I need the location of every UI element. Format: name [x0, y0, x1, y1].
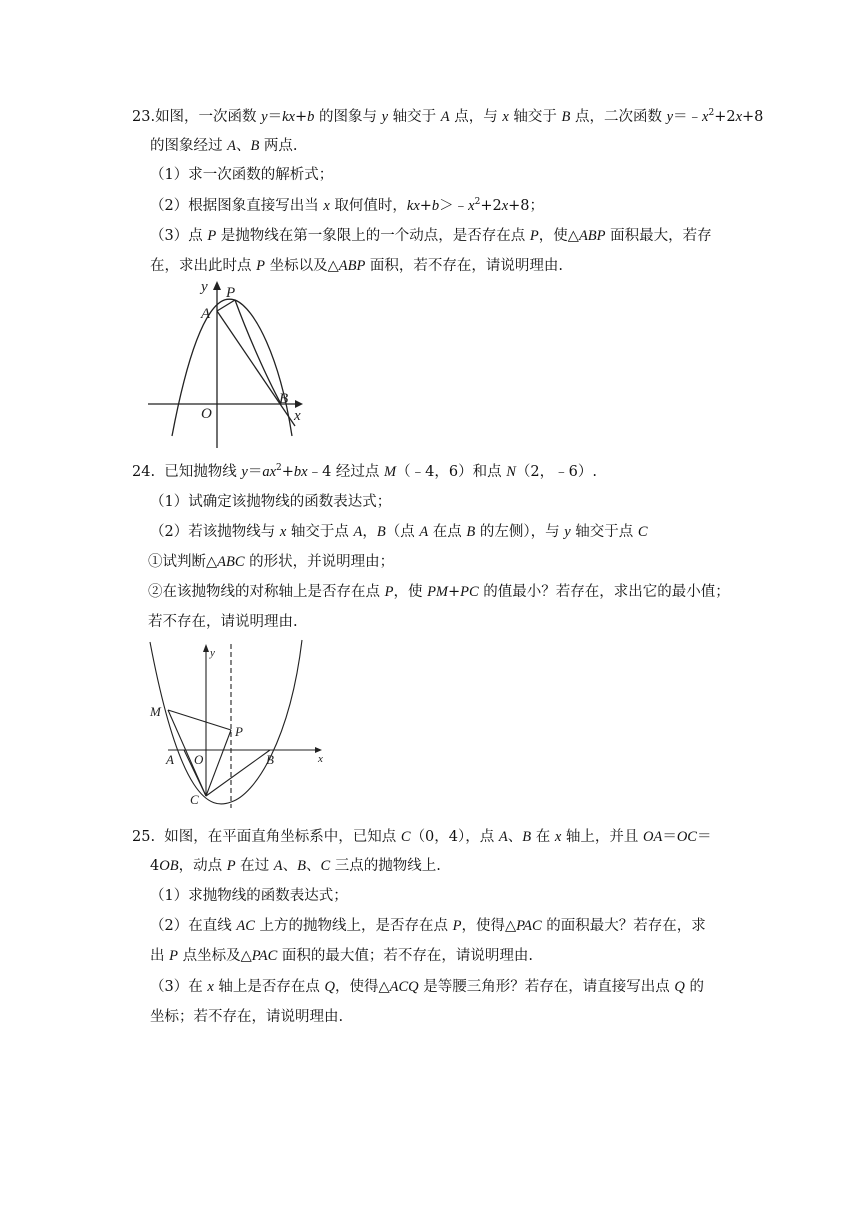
q25-line2: 4OB，动点 P 在过 A、B、C 三点的抛物线上.	[150, 858, 441, 874]
segment-MP	[168, 710, 231, 730]
label-M: M	[150, 704, 161, 719]
label-y: y	[210, 647, 215, 659]
q23-part1: （1）求一次函数的解析式；	[150, 167, 334, 183]
y-axis-arrow	[203, 644, 209, 652]
label-P: P	[235, 724, 243, 739]
q24-line1: 24. 已知抛物线 $y=ax^2+bx﹣4$ 经过点 M（﹣4，6）和点 N（2，﹣6）.	[132, 463, 597, 480]
q23-part2: （2）根据图象直接写出当 x 取何值时，$kx+b>﹣x^2+2x+8$；	[150, 197, 545, 214]
inner-curve	[235, 300, 281, 404]
q23-line2: 的图象经过 A、B 两点.	[150, 138, 298, 154]
label-B: B	[266, 752, 274, 767]
q23-line1: 23.如图，一次函数 y＝kx+b 的图象与 y 轴交于 A 点，与 x 轴交于 B 点，二次函数 $y=﹣x^2+2x+8$	[132, 108, 764, 125]
label-O: O	[201, 406, 212, 422]
segment-PC	[206, 730, 231, 796]
segment-AP	[217, 300, 235, 311]
line-AB	[217, 311, 295, 426]
q24-sub2: ②在该抛物线的对称轴上是否存在点 P，使 PM+PC 的值最小？若存在，求出它的最小值；	[148, 584, 730, 600]
label-P: P	[226, 285, 236, 301]
label-A: A	[201, 306, 211, 322]
q23-part3: （3）点 P 是抛物线在第一象限上的一个动点，是否存在点 P，使△ABP 面积最大，若存	[150, 228, 712, 244]
label-C: C	[190, 792, 199, 807]
q25-part2-cont: 出 P 点坐标及△PAC 面积的最大值；若不存在，请说明理由.	[150, 948, 533, 964]
q24-sub1: ①试判断△ABC 的形状，并说明理由；	[148, 554, 395, 570]
q23-figure	[145, 278, 315, 450]
q24-part2: （2）若该抛物线与 x 轴交于点 A，B（点 A 在点 B 的左侧），与 y 轴交于点 C	[150, 524, 648, 540]
q24-part1: （1）试确定该抛物线的函数表达式；	[150, 494, 392, 510]
q25-part2: （2）在直线 AC 上方的抛物线上，是否存在点 P，使得△PAC 的面积最大？若存在，求	[150, 918, 706, 934]
q23-part3-cont: 在，求出此时点 P 坐标以及△ABP 面积，若不存在，请说明理由.	[150, 258, 564, 274]
y-axis-arrow	[213, 281, 221, 290]
label-x: x	[318, 753, 323, 765]
label-A: A	[166, 752, 174, 767]
q24-sub2-cont: 若不存在，请说明理由.	[148, 614, 298, 630]
label-y: y	[201, 279, 208, 295]
label-B: B	[279, 391, 289, 407]
segment-BC	[206, 750, 270, 796]
parabola	[172, 299, 292, 436]
q25-part1: （1）求抛物线的函数表达式；	[150, 888, 348, 904]
x-axis-arrow	[295, 400, 303, 408]
label-O: O	[194, 752, 204, 767]
q25-part3-cont: 坐标；若不存在，请说明理由.	[150, 1009, 344, 1025]
q25-part3: （3）在 x 轴上是否存在点 Q，使得△ACQ 是等腰三角形？若存在，请直接写出点 Q 的	[150, 979, 704, 995]
label-x: x	[294, 408, 301, 424]
q24-figure	[140, 640, 340, 812]
q25-line1: 25. 如图，在平面直角坐标系中，已知点 C（0，4），点 A、B 在 x 轴上，并且 OA＝OC＝	[132, 829, 712, 845]
